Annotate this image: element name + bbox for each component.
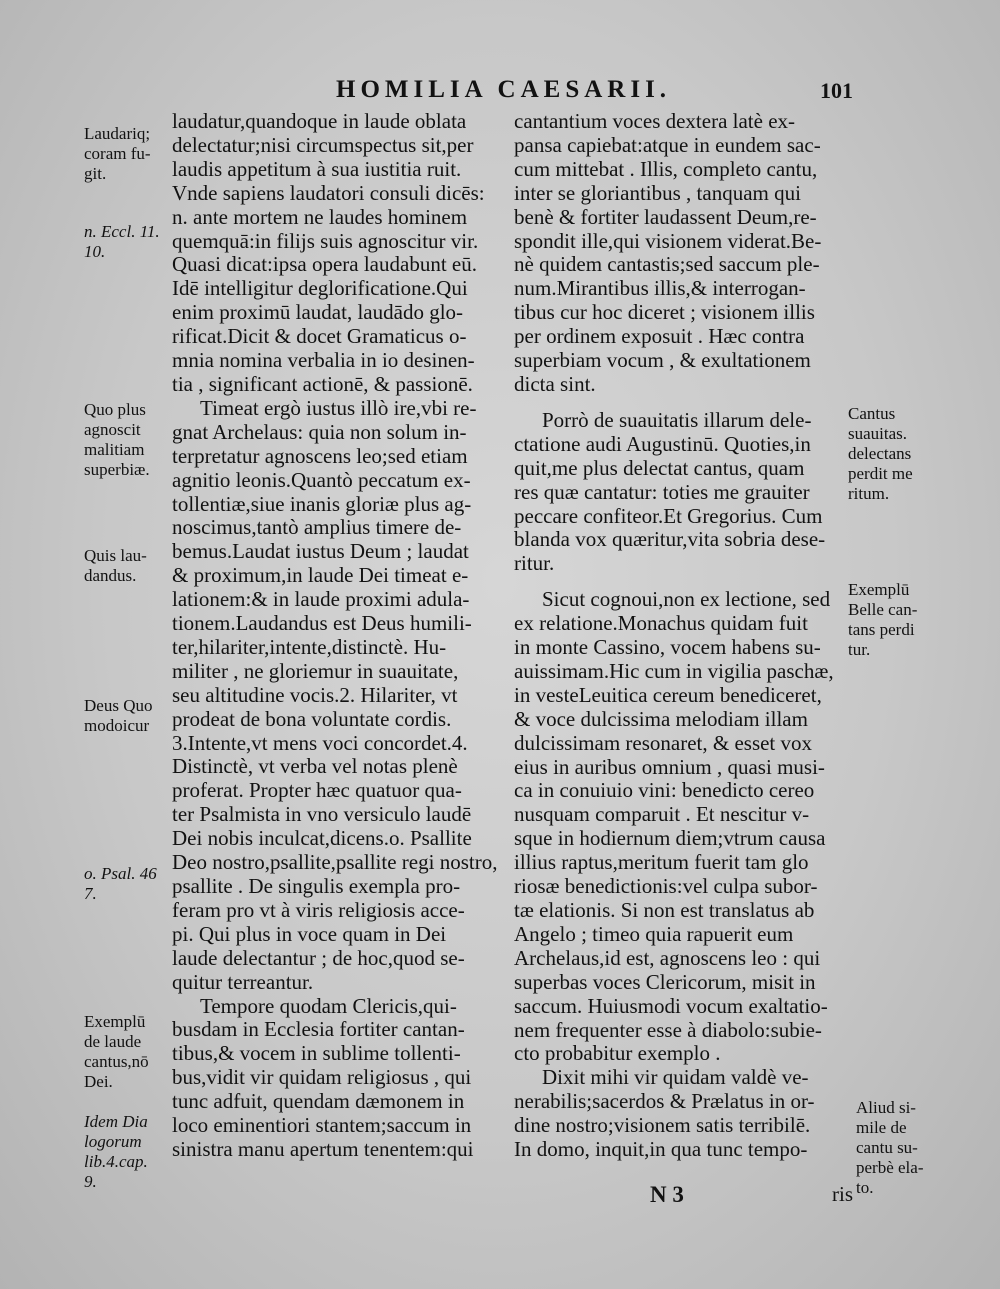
margin-note: o. Psal. 46 7. <box>84 864 157 903</box>
left-column <box>172 110 510 1162</box>
margin-note: Quo plus agnoscit malitiam superbiæ. <box>84 400 150 479</box>
page-number: 101 <box>820 78 853 103</box>
running-title: HOMILIA CAESARII. <box>336 76 672 103</box>
margin-note: Deus Quo modoicur <box>84 696 153 735</box>
paragraph: Sicut cognoui,non ex lectione, sed ex relatione.Monachus quidam fuit in monte Cassino, vocem habens su- auissimam.Hic cum in vigilia paschæ, in vesteLeuitica cereum benediceret, & voce dulcissima melodiam illam dulcissimam resonaret, & esset vox eius in auribus omnium , quasi musi- ca in conuiuio vini: benedicto cereo nusquam comparuit . Et nescitur v- sque in hodiernum diem;vtrum causa illius raptus,meritum fuerit tam glo riosæ benedictionis:vel culpa subor- tæ elationis. Si non est translatus ab Angelo ; timeo quia rapuerit eum Archelaus,id est, agnoscens leo : qui superbas voces Clericorum, misit in saccum. Huiusmodi vocum exaltatio- nem frequenter esse à diabolo:subie- cto probabitur exemplo . <box>514 587 834 1066</box>
signature-mark: N 3 <box>650 1182 684 1207</box>
paragraph: Tempore quodam Clericis,qui- busdam in Ecclesia fortiter cantan- tibus,& vocem in sublime tollenti- bus,vidit vir quidam religiosus , qui tunc adfuit, quendam dæmonem in loco eminentiori stantem;saccum in sinistra manu apertum tenentem:qui <box>172 993 474 1161</box>
paragraph: cantantium voces dextera latè ex- pansa capiebat:atque in eundem sac- cum mittebat . Illis, completo cantu, inter se gloriantibus , tanquam qui benè & fortiter laudassent Deum,re- spondit ille,qui visionem viderat.Be- nè quidem cantastis;sed saccum ple- num.Mirantibus illis,& interrogan- tibus cur hoc diceret ; visionem illis per ordinem exposuit . Hæc contra superbiam vocum , & exultationem dicta sint. <box>514 109 822 396</box>
margin-note: Idem Dia logorum lib.4.cap. 9. <box>84 1112 148 1191</box>
margin-note: Laudariq; coram fu- git. <box>84 124 151 183</box>
margin-note: Aliud si- mile de cantu su- perbè ela- to. <box>856 1098 924 1197</box>
margin-note: n. Eccl. 11. 10. <box>84 222 160 261</box>
paragraph: laudatur,quandoque in laude oblata delectatur;nisi circumspectus sit,per laudis appetitum à sua iustitia ruit. Vnde sapiens laudatori consuli dicēs: n. ante mortem ne laudes hominem quemquā:in filijs suis agnoscitur vir. Quasi dicat:ipsa opera laudabunt eū. Idē intelligitur deglorificatione.Qui enim proximū laudat, laudādo glo- rificat.Dicit & docet Gramaticus o- mnia nomina verbalia in io desinen- tia , significant actionē, & passionē. <box>172 109 485 396</box>
catchword: ris <box>832 1182 853 1206</box>
margin-note: Exemplū de laude cantus,nō Dei. <box>84 1012 149 1091</box>
margin-note: Quis lau- dandus. <box>84 546 147 585</box>
margin-note: Cantus suauitas. delectans perdit me ritum. <box>848 404 913 503</box>
paragraph: Porrò de suauitatis illarum dele- ctatione audi Augustinū. Quoties,in quit,me plus delectat cantus, quam res quæ cantatur: toties me grauiter peccare confiteor.Et Gregorius. Cum blanda vox quæritur,vita sobria dese- ritur. <box>514 407 826 576</box>
paragraph: Dixit mihi vir quidam valdè ve- nerabilis;sacerdos & Prælatus in or- dine nostro;visionem satis terribilē. In domo, inquit,in qua tunc tempo- <box>514 1065 815 1162</box>
paragraph: Timeat ergò iustus illò ire,vbi re- gnat Archelaus: quia non solum in- terpretatur agnoscens leo;sed etiam agnitio leonis.Quantò peccatum ex- tollentiæ,siue inanis gloriæ plus ag- noscimus,tantò amplius timere de- bemus.Laudat iustus Deum ; laudat & proximum,in laude Dei timeat e- lationem:& in laude proximi adula- tionem.Laudandus est Deus humili- ter,hilariter,intente,distinctè. Hu- militer , ne gloriemur in suauitate, seu altitudine vocis.2. Hilariter, vt prodeat de bona voluntate cordis. 3.Intente,vt mens voci concordet.4. Distinctè, vt verba vel notas plenè proferat. Propter hæc quatuor qua- ter Psalmista in vno versiculo laudē Dei nobis inculcat,dicens.o. Psallite Deo nostro,psallite,psallite regi nostro, psallite . De singulis exempla pro- feram pro vt à viris religiosis acce- pi. Qui plus in voce quam in Dei laude delectantur ; de hoc,quod se- quitur terreantur. <box>172 395 498 994</box>
right-column <box>514 110 848 1162</box>
margin-note: Exemplū Belle can- tans perdi tur. <box>848 580 918 659</box>
